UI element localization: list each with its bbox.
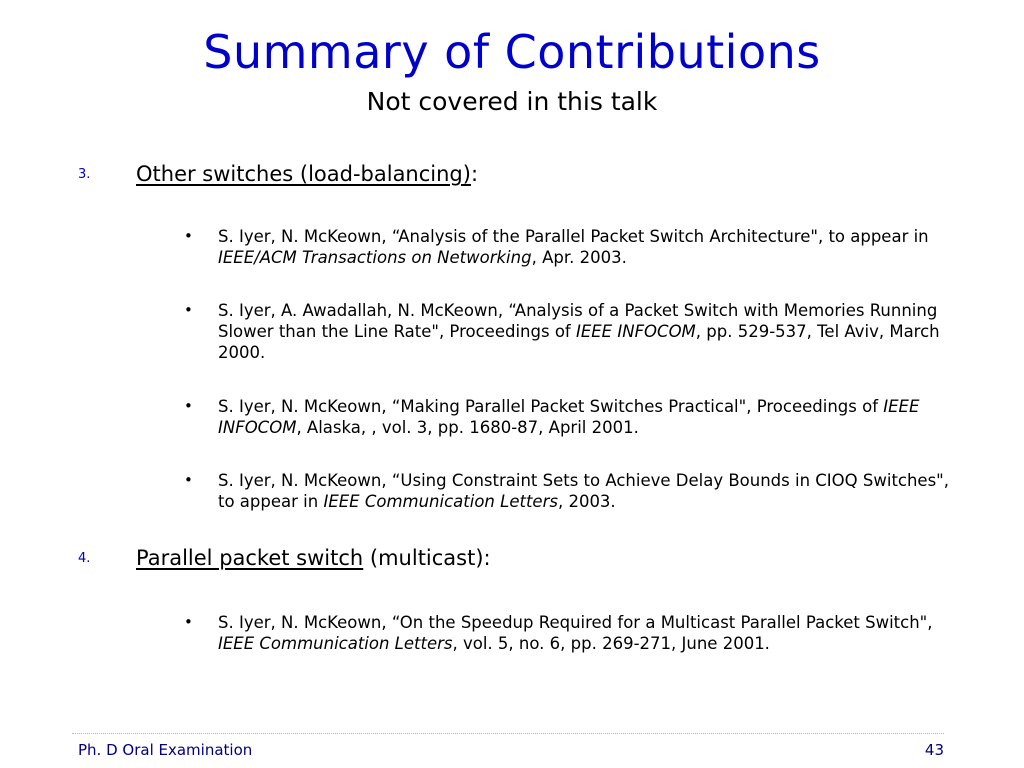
bullet-icon: • bbox=[184, 397, 193, 415]
bullet-icon: • bbox=[184, 471, 193, 489]
bullet-icon: • bbox=[184, 301, 193, 319]
footer-text: Ph. D Oral Examination bbox=[78, 741, 253, 759]
reference-details: , 2003. bbox=[557, 492, 616, 511]
section-heading-link[interactable]: Parallel packet switch bbox=[136, 546, 364, 570]
section-heading bbox=[136, 160, 478, 188]
reference-details: , Alaska, , vol. 3, pp. 1680-87, April 2001. bbox=[296, 418, 639, 437]
reference-authors-title: S. Iyer, N. McKeown, “Analysis of the Parallel Packet Switch Architecture", to appear in bbox=[218, 227, 929, 246]
footer-divider bbox=[72, 733, 944, 734]
reference-authors-title: S. Iyer, A. Awadallah, N. McKeown, “Analysis of a Packet Switch with Memories Running Slower than the Line Rate", Proceedings of bbox=[218, 301, 938, 341]
section-number: 3. bbox=[78, 167, 91, 182]
reference-text bbox=[218, 612, 963, 654]
reference-details: , pp. 529-537, Tel Aviv, March 2000. bbox=[218, 322, 940, 362]
reference-details: , Apr. 2003. bbox=[531, 248, 627, 267]
reference-venue: IEEE Communication Letters bbox=[218, 634, 453, 653]
reference-text bbox=[218, 226, 963, 268]
section-number: 4. bbox=[78, 551, 91, 566]
reference-details: , vol. 5, no. 6, pp. 269-271, June 2001. bbox=[452, 634, 770, 653]
reference-text bbox=[218, 300, 963, 363]
bullet-icon: • bbox=[184, 227, 193, 245]
reference-authors-title: S. Iyer, N. McKeown, “Making Parallel Packet Switches Practical", Proceedings of bbox=[218, 397, 884, 416]
section-heading bbox=[136, 544, 491, 572]
slide-subtitle: Not covered in this talk bbox=[366, 87, 658, 116]
page-number: 43 bbox=[924, 741, 944, 759]
reference-text bbox=[218, 396, 963, 438]
slide-title: Summary of Contributions bbox=[203, 25, 821, 79]
reference-venue: IEEE INFOCOM bbox=[218, 397, 920, 437]
reference-authors-title: S. Iyer, N. McKeown, “On the Speedup Required for a Multicast Parallel Packet Switch", bbox=[218, 613, 933, 632]
reference-authors-title: S. Iyer, N. McKeown, “Using Constraint Sets to Achieve Delay Bounds in CIOQ Switches", to appear in bbox=[218, 471, 950, 511]
section-heading-suffix: (multicast): bbox=[363, 546, 491, 570]
bullet-icon: • bbox=[184, 613, 193, 631]
reference-venue: IEEE Communication Letters bbox=[323, 492, 558, 511]
section-heading-link[interactable]: Other switches (load-balancing) bbox=[136, 162, 471, 186]
reference-venue: IEEE/ACM Transactions on Networking bbox=[218, 248, 532, 267]
section-heading-suffix: : bbox=[470, 162, 479, 186]
reference-venue: IEEE INFOCOM bbox=[575, 322, 696, 341]
reference-text bbox=[218, 470, 963, 512]
